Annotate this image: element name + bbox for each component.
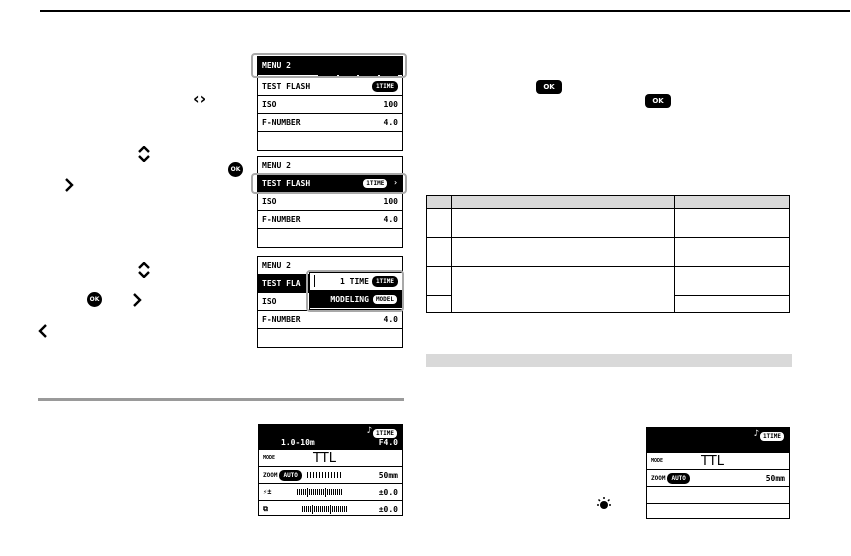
bulb-icon bbox=[595, 496, 613, 515]
exposure-row[interactable] bbox=[259, 501, 402, 517]
menu-row-value: 100 bbox=[383, 197, 398, 206]
menu-title: MENU 2 bbox=[262, 161, 291, 170]
compensation-scale bbox=[297, 488, 342, 497]
zoom-label: ZOOM bbox=[651, 474, 666, 482]
zoom-value: 50mm bbox=[378, 470, 398, 480]
flash-compensation-row[interactable] bbox=[259, 484, 402, 501]
popup-option-badge: 1TIME bbox=[372, 276, 398, 287]
menu-row-badge: 1TIME bbox=[362, 178, 388, 189]
menu-row-label: ISO bbox=[262, 197, 277, 206]
zoom-value: 50mm bbox=[765, 473, 785, 483]
mode-value: TTL bbox=[701, 453, 724, 469]
highlight-frame bbox=[251, 173, 407, 194]
table-header-row bbox=[427, 196, 790, 209]
menu-row-f-number[interactable] bbox=[258, 114, 402, 132]
mode-row[interactable] bbox=[647, 453, 789, 470]
flash-main-display bbox=[258, 424, 403, 516]
menu-row-value: 4.0 bbox=[383, 215, 398, 224]
chevron-right-icon: › bbox=[393, 178, 398, 187]
exposure-scale bbox=[302, 505, 347, 514]
menu-title: MENU 2 bbox=[262, 261, 291, 270]
menu-row-badge: 1TIME bbox=[372, 81, 398, 92]
compensation-value: ±0.0 bbox=[378, 487, 398, 497]
menu-row-value: 100 bbox=[383, 100, 398, 109]
right-arrow-icon bbox=[64, 177, 74, 196]
zoom-scale bbox=[307, 472, 341, 478]
display-header bbox=[647, 428, 789, 453]
mode-label: MODE bbox=[651, 458, 664, 464]
popup-option-label: MODELING bbox=[330, 295, 369, 304]
empty-row bbox=[647, 504, 789, 520]
menu-row-f-number[interactable] bbox=[258, 311, 402, 329]
highlight-frame bbox=[251, 53, 407, 78]
exposure-icon: ⧉ bbox=[263, 504, 268, 513]
mode-value: TTL bbox=[313, 450, 336, 466]
menu-row-empty bbox=[258, 329, 402, 347]
table-row bbox=[427, 238, 790, 267]
exposure-value: ±0.0 bbox=[378, 504, 398, 514]
flash-display-2 bbox=[646, 427, 790, 519]
range-readout: 1.0-10m bbox=[281, 438, 315, 447]
zoom-auto-badge: AUTO bbox=[279, 470, 301, 481]
top-rule bbox=[40, 10, 850, 12]
zoom-row[interactable] bbox=[259, 467, 402, 484]
menu-row-value: 4.0 bbox=[383, 118, 398, 127]
menu-row-label: ISO bbox=[262, 100, 277, 109]
empty-row bbox=[647, 487, 789, 504]
test-flash-badge: 1TIME bbox=[372, 428, 398, 439]
menu-screen-2 bbox=[257, 156, 403, 248]
menu-row-label: TEST FLA bbox=[262, 279, 301, 288]
section-divider bbox=[38, 398, 404, 401]
menu-row-label: TEST FLASH bbox=[262, 179, 311, 188]
menu-row-label: TEST FLASH bbox=[262, 82, 311, 91]
menu-row-label: F-NUMBER bbox=[262, 215, 301, 224]
mode-row[interactable] bbox=[259, 450, 402, 467]
right-arrow-icon bbox=[132, 292, 142, 311]
highlight-frame bbox=[306, 270, 404, 312]
note-icon: ♪ bbox=[366, 426, 372, 436]
table-row bbox=[427, 267, 790, 296]
menu-row-iso[interactable] bbox=[258, 193, 402, 211]
zoom-label: ZOOM bbox=[263, 471, 278, 479]
f-number-readout: F4.0 bbox=[378, 438, 398, 447]
ok-button-icon: OK bbox=[536, 80, 562, 94]
popup-option-label: 1 TIME bbox=[340, 277, 369, 286]
menu-row-test-flash[interactable] bbox=[258, 78, 402, 96]
ok-button-icon: OK bbox=[87, 292, 102, 307]
mode-label: MODE bbox=[263, 455, 276, 461]
menu-row-f-number[interactable] bbox=[258, 211, 402, 229]
ok-button-icon: OK bbox=[228, 162, 243, 177]
note-icon: ♪ bbox=[753, 429, 759, 439]
flash-compensation-icon: ⚡± bbox=[263, 488, 272, 496]
left-right-arrows-icon: ‹› bbox=[193, 89, 207, 108]
menu-row-label: F-NUMBER bbox=[262, 118, 301, 127]
menu-row-label: ISO bbox=[262, 297, 277, 306]
menu-row-value: 4.0 bbox=[383, 315, 398, 324]
up-down-arrows-icon bbox=[137, 146, 151, 165]
test-flash-badge: 1TIME bbox=[759, 431, 785, 442]
menu-row-label: F-NUMBER bbox=[262, 315, 301, 324]
info-table bbox=[426, 195, 790, 313]
ok-button-icon: OK bbox=[645, 94, 671, 108]
section-band bbox=[426, 354, 792, 367]
popup-option-badge: MODEL bbox=[372, 294, 398, 305]
up-down-arrows-icon bbox=[137, 262, 151, 281]
menu-title: MENU 2 bbox=[262, 61, 291, 70]
menu-row-iso[interactable] bbox=[258, 96, 402, 114]
menu-row-empty bbox=[258, 132, 402, 150]
zoom-auto-badge: AUTO bbox=[667, 473, 689, 484]
left-arrow-icon bbox=[38, 323, 48, 342]
table-row bbox=[427, 209, 790, 238]
display-header bbox=[259, 425, 402, 450]
zoom-row[interactable] bbox=[647, 470, 789, 487]
menu-row-empty bbox=[258, 229, 402, 247]
